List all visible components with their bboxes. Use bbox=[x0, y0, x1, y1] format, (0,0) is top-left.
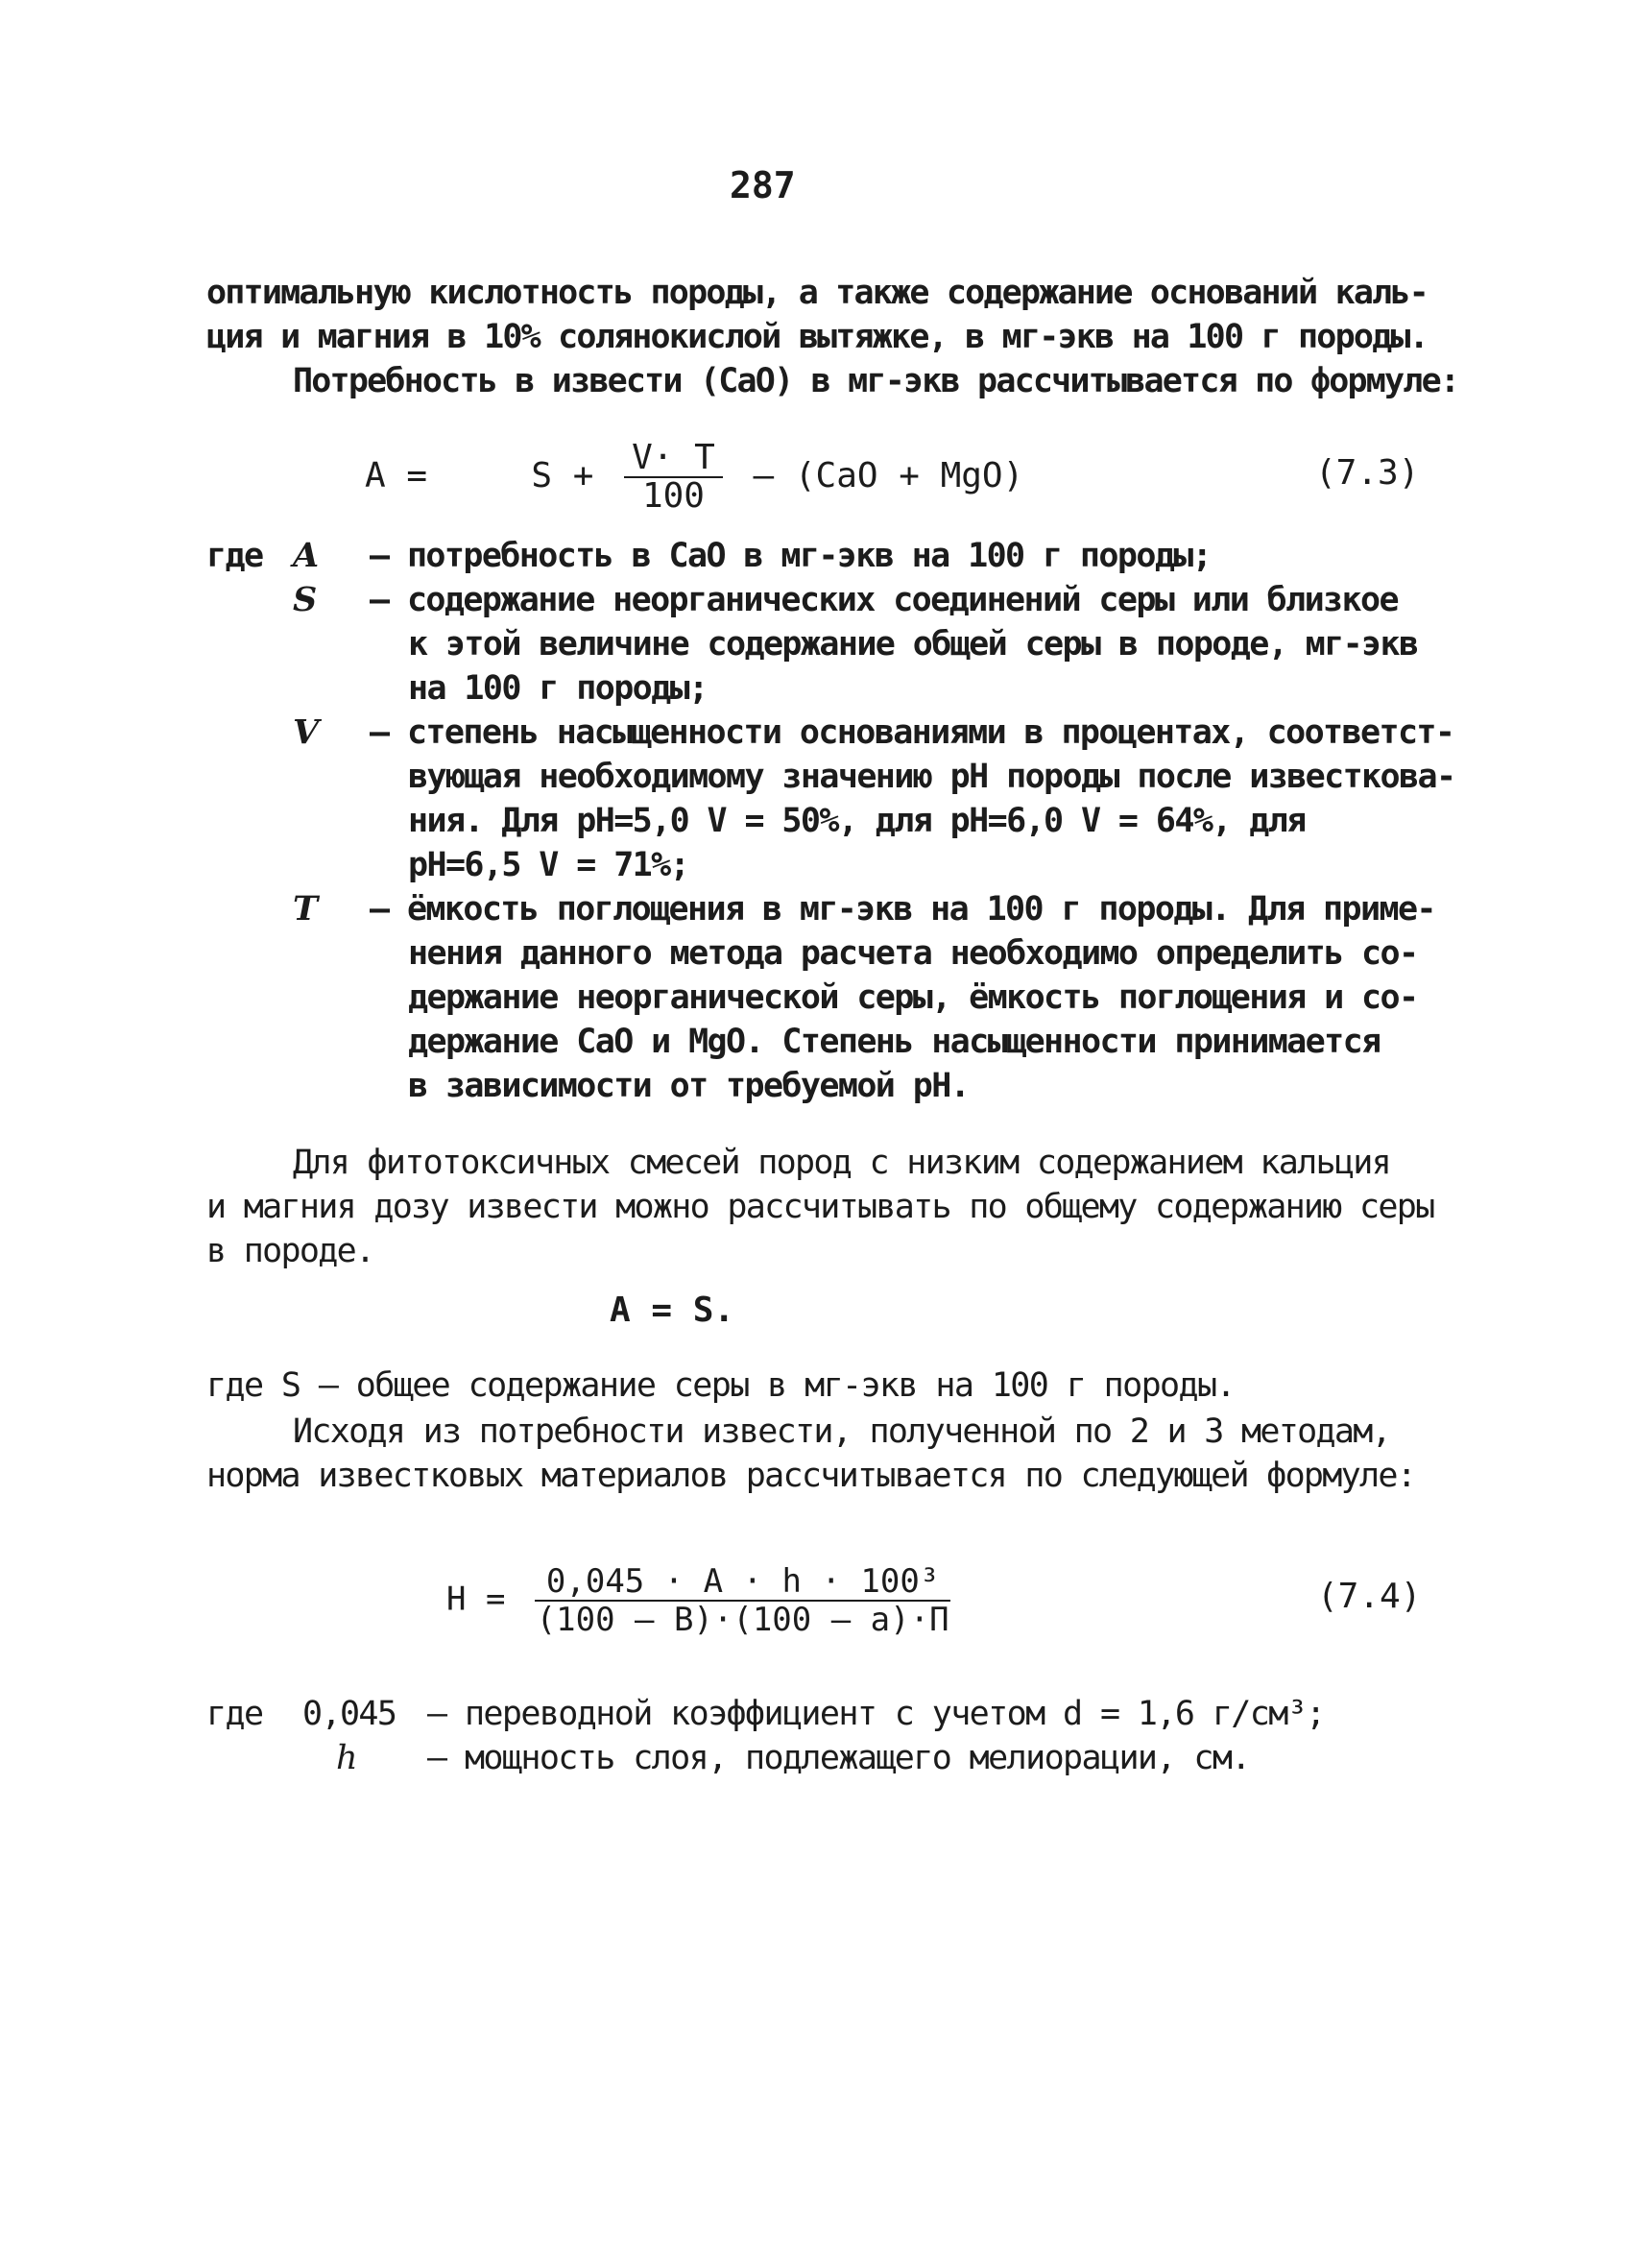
definition-text bbox=[370, 711, 1455, 887]
definition-symbol: T bbox=[293, 889, 317, 929]
definition-text bbox=[370, 534, 1378, 578]
fraction-denominator: (100 – B)·(100 – a)·П bbox=[536, 1601, 949, 1639]
formula-term-s: S + bbox=[531, 456, 594, 495]
definition-line: ния. Для pH=5,0 V = 50%, для pH=6,0 V = 64%, для bbox=[408, 802, 1306, 840]
definition-line: держание CaO и MgO. Степень насыщенности принимается bbox=[408, 1023, 1381, 1061]
formula-7-4 bbox=[446, 1563, 960, 1638]
definition-text: – переводной коэффициент с учетом d = 1,6 г/см³; bbox=[427, 1695, 1325, 1733]
definition-label: где bbox=[206, 537, 263, 575]
definition-V bbox=[206, 711, 1455, 887]
definition-A bbox=[206, 534, 1378, 578]
para2-line-2: и магния дозу извести можно рассчитывать по общему содержанию серы bbox=[206, 1188, 1434, 1226]
fraction bbox=[624, 440, 723, 515]
formula-lhs: H = bbox=[446, 1580, 506, 1619]
intro-line-2: ция и магния в 10% солянокислой вытяжке, в мг-экв на 100 г породы. bbox=[206, 318, 1428, 356]
para2-line-1: Для фитотоксичных смесей пород с низким содержанием кальция bbox=[293, 1144, 1390, 1182]
para3-line-2: норма известковых материалов рассчитывается по следующей формуле: bbox=[206, 1457, 1416, 1495]
equation-number-7-3: (7.3) bbox=[1315, 453, 1420, 493]
definition-text bbox=[370, 578, 1418, 711]
fraction-numerator: 0,045 · A · h · 100³ bbox=[535, 1563, 950, 1602]
definition-line: нения данного метода расчета необходимо определить со- bbox=[408, 934, 1418, 973]
formula-lhs: A = bbox=[365, 456, 428, 495]
definition-line: – степень насыщенности основаниями в процентах, соответст- bbox=[370, 713, 1454, 752]
intro-line-3: Потребность в извести (CaO) в мг-экв рассчитывается по формуле: bbox=[293, 362, 1459, 400]
definition-total-sulfur: где S – общее содержание серы в мг-экв на 100 г породы. bbox=[206, 1366, 1235, 1405]
paragraph-lime-norm bbox=[206, 1410, 1415, 1498]
fraction bbox=[535, 1563, 950, 1638]
definition-symbol: S bbox=[293, 580, 316, 619]
definitions-list bbox=[206, 534, 1455, 1108]
definition-text bbox=[370, 887, 1435, 1108]
page-number: 287 bbox=[730, 164, 796, 206]
definition-line: – потребность в CaO в мг-экв на 100 г породы; bbox=[370, 537, 1212, 575]
definition-text: – мощность слоя, подлежащего мелиорации, см. bbox=[427, 1739, 1250, 1777]
definition-line: в зависимости от требуемой pH. bbox=[408, 1067, 970, 1105]
definition-coefficient bbox=[206, 1692, 1435, 1736]
definitions-list-2 bbox=[206, 1692, 1435, 1780]
definition-line: вующая необходимому значению pH породы после известкова- bbox=[408, 758, 1455, 796]
intro-line-1: оптимальную кислотность породы, а также содержание оснований каль- bbox=[206, 274, 1428, 312]
definition-T bbox=[206, 887, 1435, 1108]
definition-S bbox=[206, 578, 1418, 711]
definition-line: – содержание неорганических соединений серы или близкое bbox=[370, 581, 1398, 619]
paragraph-phytotoxic bbox=[206, 1141, 1434, 1273]
definition-h bbox=[206, 1736, 1435, 1780]
definition-line: pH=6,5 V = 71%; bbox=[408, 846, 689, 884]
definition-line: к этой величине содержание общей серы в породе, мг-экв bbox=[408, 625, 1418, 664]
equation-number-7-4: (7.4) bbox=[1317, 1577, 1422, 1616]
formula-a-equals-s: A = S. bbox=[610, 1291, 735, 1330]
definition-symbol: A bbox=[293, 536, 318, 575]
definition-line: держание неорганической серы, ёмкость поглощения и со- bbox=[408, 978, 1418, 1017]
formula-7-3 bbox=[365, 440, 1023, 515]
definition-symbol: V bbox=[293, 712, 318, 752]
definition-symbol: 0,045 bbox=[302, 1695, 396, 1733]
para3-line-1: Исходя из потребности извести, полученной по 2 и 3 методам, bbox=[293, 1412, 1390, 1451]
definition-line: – ёмкость поглощения в мг-экв на 100 г породы. Для приме- bbox=[370, 890, 1435, 929]
intro-paragraph bbox=[206, 271, 1458, 403]
fraction-numerator: V· T bbox=[624, 440, 723, 478]
definition-symbol: h bbox=[336, 1739, 356, 1777]
para2-line-3: в породе. bbox=[206, 1232, 374, 1270]
definition-label: где bbox=[206, 1695, 263, 1733]
definition-line: на 100 г породы; bbox=[408, 669, 708, 708]
fraction-denominator: 100 bbox=[641, 476, 705, 516]
formula-tail: – (CaO + MgO) bbox=[753, 456, 1024, 495]
